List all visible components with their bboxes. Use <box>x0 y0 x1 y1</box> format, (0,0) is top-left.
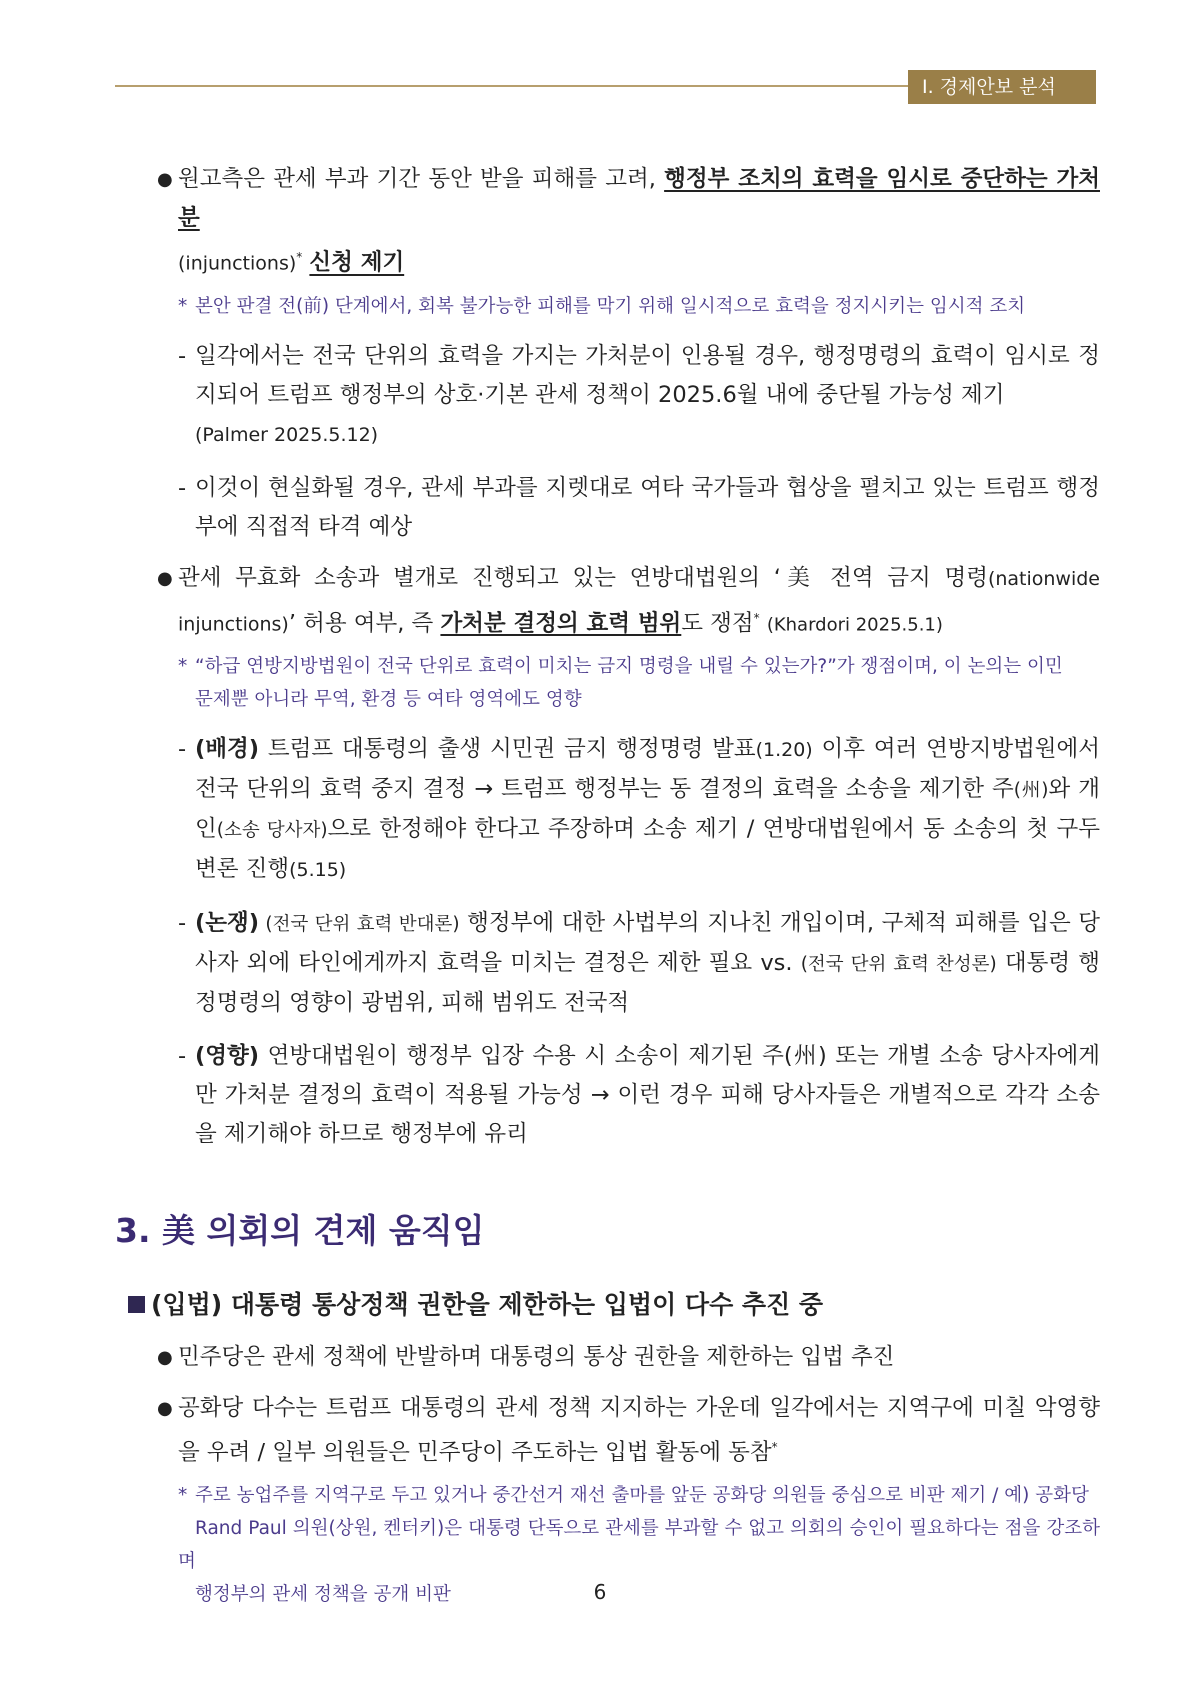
bullet-democrats <box>115 1338 1100 1377</box>
dash-text: 대통령 행정명령의 영향이 광범위, 피해 범위도 전국적 <box>195 950 1100 1016</box>
header-rule <box>115 85 908 87</box>
footnote-line: 행정부의 관세 정책을 공개 비판 <box>195 1583 451 1605</box>
page-content <box>115 160 1100 1611</box>
footnote-text: 본안 판결 전(前) 단계에서, 회복 불가능한 피해를 막기 위해 일시적으로 효력을 정지시키는 임시적 조치 <box>195 295 1026 317</box>
emphasis-text: 신청 제기 <box>309 249 405 276</box>
footnote-line: “하급 연방지방법원이 전국 단위로 효력이 미치는 금지 명령을 내릴 수 있는가?”가 쟁점이며, 이 논의는 이민 <box>195 656 1063 677</box>
dash-text: 와 개인 <box>195 776 1101 842</box>
bullet-republicans <box>115 1389 1100 1473</box>
bullet-text: 공화당 다수는 트럼프 대통령의 관세 정책 지지하는 가운데 일각에서는 지역구에 미칠 악영향을 우려 / 일부 의원들은 민주당이 주도하는 입법 활동에 동참 <box>178 1395 1100 1466</box>
bullet-tail: 도 쟁점 <box>681 610 754 636</box>
bullet-injunction-request <box>115 160 1100 284</box>
bullet-lead: 관세 무효화 소송과 별개로 진행되고 있는 연방대법원의 ‘美 전역 금지 명령 <box>178 564 988 591</box>
bullet-dot-icon: ● <box>157 1347 173 1368</box>
citation: (1.20) <box>755 739 813 761</box>
footnote-star: * <box>178 295 188 317</box>
footnote-injunction-definition <box>115 290 1100 323</box>
footnote-line: 문제뿐 아니라 무역, 환경 등 여타 영역에도 영향 <box>195 689 582 710</box>
footnote-marker: * <box>296 250 303 264</box>
citation: (Palmer 2025.5.12) <box>195 423 379 446</box>
dash-item-background <box>115 730 1100 890</box>
small-text: (전국 단위 효력 찬성론) <box>800 954 997 975</box>
footnote-star: * <box>178 1484 188 1506</box>
dash-text: 으로 한정해야 한다고 주장하며 소송 제기 / 연방대법원에서 동 소송의 첫 구두변론 진행 <box>195 816 1101 882</box>
footnote-marker: * <box>771 1440 778 1454</box>
dash-mark: - <box>178 736 187 762</box>
footnote-issue <box>115 650 1100 716</box>
bullet-text: 민주당은 관세 정책에 반발하며 대통령의 통상 권한을 제한하는 입법 추진 <box>178 1344 895 1370</box>
bullet-nationwide-injunctions <box>115 559 1100 645</box>
footnote-star: * <box>178 656 188 677</box>
dash-text: 이후 여러 연방지방법원에서 전국 단위의 효력 중지 결정 → 트럼프 행정부는 동 결정의 효력을 소송을 제기한 주 <box>195 736 1101 802</box>
dash-label: (배경) <box>195 736 260 762</box>
small-text: (소송 당사자) <box>216 820 328 841</box>
dash-item-suspension-possibility <box>115 337 1100 455</box>
english-term: (nationwide injunctions) <box>178 567 1100 635</box>
dash-text: 연방대법원이 행정부 입장 수용 시 소송이 제기된 주(州) 또는 개별 소송 당사자에게만 가처분 결정의 효력이 적용될 가능성 → 이런 경우 피해 당사자들은 개별적으로 각각 소송을 제기해야 하므로 행정부에 유리 <box>195 1043 1100 1147</box>
footnote-line: 주로 농업주를 지역구로 두고 있거나 중간선거 재선 출마를 앞둔 공화당 의원들 중심으로 비판 제기 / 예) 공화당 <box>195 1484 1089 1506</box>
footnote-marker: * <box>753 610 760 625</box>
bullet-lead: 원고측은 관세 부과 기간 동안 받을 피해를 고려, <box>178 166 665 192</box>
dash-text: 일각에서는 전국 단위의 효력을 가지는 가처분이 인용될 경우, 행정명령의 효력이 임시로 정지되어 트럼프 행정부의 상호·기본 관세 정책이 2025.6월 내에 중단될 가능성 제기 <box>195 342 1100 408</box>
dash-item-debate <box>115 904 1100 1023</box>
dash-text: 트럼프 대통령의 출생 시민권 금지 행정명령 발표 <box>259 736 756 762</box>
emphasis-text: 행정부 조치의 효력을 임시로 중단하는 가처분 <box>178 166 1100 231</box>
citation: (5.15) <box>289 859 347 881</box>
emphasis-text: 가처분 결정의 효력 범위 <box>440 610 682 636</box>
dash-text: 이것이 현실화될 경우, 관세 부과를 지렛대로 여타 국가들과 협상을 펼치고 있는 트럼프 행정부에 직접적 타격 예상 <box>195 474 1100 540</box>
section-title: 3. 美 의회의 견제 움직임 <box>115 1211 485 1250</box>
dash-label: (영향) <box>195 1043 260 1069</box>
subsection-heading-text: (입법) 대통령 통상정책 권한을 제한하는 입법이 다수 추진 중 <box>151 1290 824 1319</box>
dash-mark: - <box>178 474 187 501</box>
section-tab: Ⅰ. 경제안보 분석 <box>908 70 1096 104</box>
bullet-mid: ’ 허용 여부, 즉 <box>288 610 441 636</box>
square-bullet-icon <box>128 1296 145 1313</box>
dash-mark: - <box>178 342 187 369</box>
bullet-dot-icon: ● <box>157 169 173 190</box>
subsection-heading <box>115 1284 1100 1326</box>
dash-mark: - <box>178 910 187 936</box>
english-term: (injunctions) <box>178 252 297 275</box>
footnote-line: Rand Paul 의원(상원, 켄터키)은 대통령 단독으로 관세를 부과할 수 없고 의회의 승인이 필요하다는 점을 강조하며 <box>178 1517 1100 1572</box>
small-text: (전국 단위 효력 반대론) <box>259 914 460 935</box>
page-number: 6 <box>593 1580 607 1604</box>
bullet-dot-icon: ● <box>157 567 173 589</box>
dash-text: 행정부에 대한 사법부의 지나친 개입이며, 구체적 피해를 입은 당사자 외에 타인에게까지 효력을 미치는 결정은 제한 필요 vs. <box>195 910 1100 976</box>
dash-mark: - <box>178 1043 187 1069</box>
dash-item-impact <box>115 1037 1100 1154</box>
small-text: (州) <box>1013 780 1049 801</box>
dash-item-direct-impact <box>115 469 1100 547</box>
citation: (Khardori 2025.5.1) <box>766 614 943 635</box>
bullet-dot-icon: ● <box>157 1398 173 1419</box>
dash-label: (논쟁) <box>195 910 260 936</box>
